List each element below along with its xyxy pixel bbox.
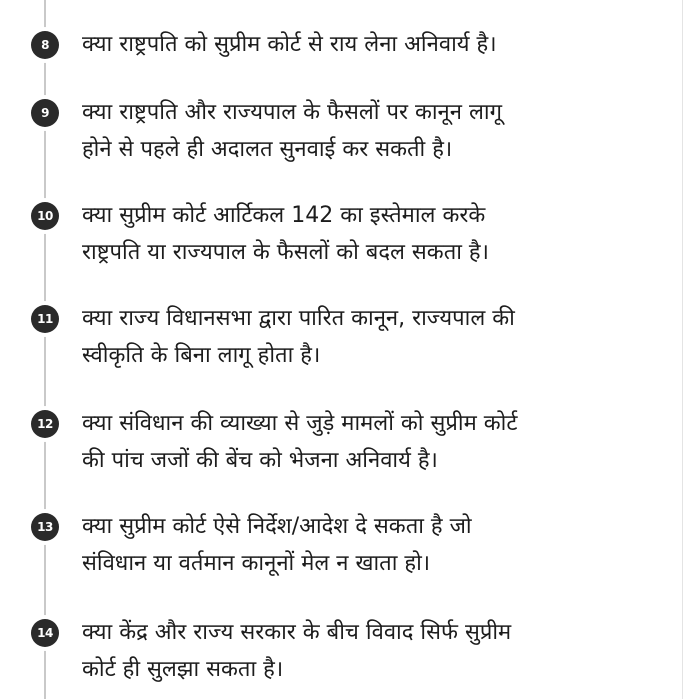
question-line: संविधान या वर्तमान कानूनों मेल न खाता हो।	[82, 551, 431, 576]
number-badge: 13	[31, 513, 59, 541]
question-text	[82, 300, 652, 374]
number-badge: 8	[31, 31, 59, 59]
number-badge: 10	[31, 202, 59, 230]
question-text	[82, 614, 652, 688]
question-text	[82, 26, 652, 63]
question-line: क्या राष्ट्रपति और राज्यपाल के फैसलों पर कानून लागू	[82, 100, 502, 125]
question-line: होने से पहले ही अदालत सुनवाई कर सकती है।	[82, 137, 453, 162]
number-badge: 11	[31, 305, 59, 333]
question-line: की पांच जजों की बेंच को भेजना अनिवार्य है।	[82, 448, 438, 473]
question-line: क्या केंद्र और राज्य सरकार के बीच विवाद सिर्फ सुप्रीम	[82, 620, 512, 645]
question-line: क्या सुप्रीम कोर्ट आर्टिकल 142 का इस्तेमाल करके	[82, 203, 486, 228]
question-line: क्या राष्ट्रपति को सुप्रीम कोर्ट से राय लेना अनिवार्य है।	[82, 32, 497, 57]
question-line: क्या संविधान की व्याख्या से जुड़े मामलों को सुप्रीम कोर्ट	[82, 411, 518, 436]
question-line: राष्ट्रपति या राज्यपाल के फैसलों को बदल सकता है।	[82, 240, 489, 265]
number-badge: 14	[31, 619, 59, 647]
question-text	[82, 405, 652, 479]
number-badge: 9	[31, 99, 59, 127]
number-badge: 12	[31, 410, 59, 438]
question-line: क्या सुप्रीम कोर्ट ऐसे निर्देश/आदेश दे सकता है जो	[82, 514, 472, 539]
question-line: कोर्ट ही सुलझा सकता है।	[82, 657, 284, 682]
question-text	[82, 94, 652, 168]
right-divider	[682, 0, 683, 699]
question-line: स्वीकृति के बिना लागू होता है।	[82, 343, 321, 368]
question-text	[82, 197, 652, 271]
question-text	[82, 508, 652, 582]
question-line: क्या राज्य विधानसभा द्वारा पारित कानून, राज्यपाल की	[82, 306, 515, 331]
